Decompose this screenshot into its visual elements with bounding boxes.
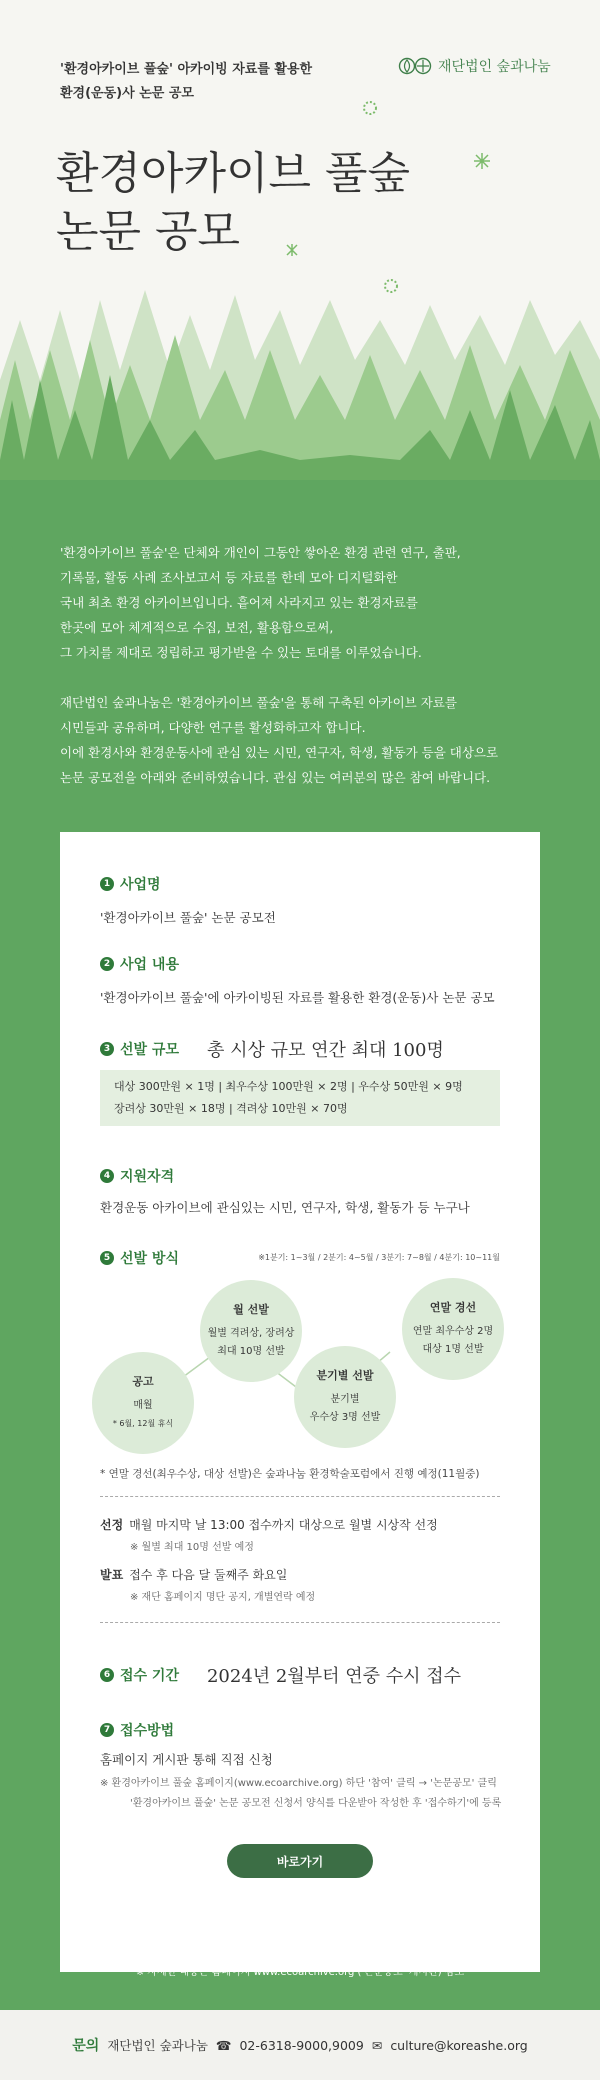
selection-sub: ※ 월별 최대 10명 선발 예정 <box>130 1542 254 1553</box>
prize-line-2: 장려상 30만원 × 18명 | 격려상 10만원 × 70명 <box>114 1102 348 1115</box>
intro-line: 시민들과 공유하며, 다양한 연구를 활성화하고자 합니다. <box>60 720 366 735</box>
section-6-heading <box>100 1662 461 1688</box>
contact-bar <box>0 2010 600 2080</box>
leaf-logo-icon <box>398 57 432 75</box>
section-1-heading <box>100 874 161 894</box>
footer-note: ※ 자세한 내용은 홈페이지 www.ecoarchive.org ('논문공모' 게시판) 참조 <box>135 1967 465 1978</box>
contact-org: 재단법인 숲과나눔 <box>107 2038 208 2053</box>
flow-step-line: 매월 <box>133 1400 153 1411</box>
flow-step-line: 분기별 <box>330 1394 360 1405</box>
section-title: 접수 기간 <box>120 1668 179 1684</box>
section-number: 2 <box>100 957 114 971</box>
section-7-sub2: '환경아카이브 풀숲' 논문 공모전 신청서 양식를 다운받아 작성한 후 '접수하기'에 등록 <box>130 1798 502 1809</box>
section-5-heading <box>100 1248 179 1268</box>
mail-icon: ✉ <box>371 2037 383 2053</box>
period-headline: 2024년 2월부터 연중 수시 접수 <box>206 1666 462 1687</box>
flow-step-announce <box>92 1352 194 1454</box>
intro-text <box>60 540 550 815</box>
contact-label: 문의 <box>72 2038 100 2054</box>
section-number: 4 <box>100 1169 114 1183</box>
intro-line: 기록물, 활동 사례 조사보고서 등 자료를 한데 모아 디지털화한 <box>60 570 398 585</box>
section-2-heading <box>100 954 179 974</box>
year-end-note: * 연말 경선(최우수상, 대상 선발)은 숲과나눔 환경학술포럼에서 진행 예정(11월중) <box>100 1468 480 1480</box>
intro-paragraph-1 <box>60 540 550 665</box>
intro-line: 국내 최초 환경 아카이브입니다. 흩어져 사라지고 있는 환경자료를 <box>60 595 418 610</box>
intro-line: 논문 공모전을 아래와 준비하였습니다. 관심 있는 여러분의 많은 참여 바랍니다. <box>60 770 491 785</box>
flow-step-title: 월 선발 <box>233 1303 269 1316</box>
section-number: 1 <box>100 877 114 891</box>
info-card <box>60 832 540 1972</box>
page-title-line2: 논문 공모 <box>56 206 241 257</box>
prize-box <box>100 1070 500 1126</box>
flow-step-monthly <box>200 1280 302 1382</box>
flow-step-title: 연말 경선 <box>429 1301 477 1314</box>
prize-headline: 총 시상 규모 연간 최대 100명 <box>206 1040 444 1061</box>
footer-note: ※ 사업 일정과 내용은 상황에 따라 일부 변동될 수 있습니다. <box>168 1942 432 1953</box>
intro-line: 그 가치를 제대로 정립하고 평가받을 수 있는 토대를 이루었습니다. <box>60 645 422 660</box>
section-1-text: '환경아카이브 풀숲' 논문 공모전 <box>100 910 276 925</box>
row-label: 선정 <box>100 1518 124 1532</box>
row-label: 발표 <box>100 1568 124 1582</box>
prize-line-1: 대상 300만원 × 1명 | 최우수상 100만원 × 2명 | 우수상 50만원 × 9명 <box>114 1080 463 1093</box>
section-title: 사업명 <box>120 877 161 893</box>
foundation-logo <box>398 56 551 76</box>
section-title: 선발 규모 <box>120 1042 179 1058</box>
flow-step-title: 공고 <box>132 1375 154 1388</box>
flow-step-quarterly <box>294 1346 396 1448</box>
flow-step-line: 월별 격려상, 장려상 <box>207 1328 295 1339</box>
divider <box>100 1496 500 1497</box>
section-4-heading <box>100 1166 174 1186</box>
go-button[interactable]: 바로가기 <box>227 1844 373 1878</box>
page-title <box>56 145 410 261</box>
announce-sub: ※ 재단 홈페이지 명단 공지, 개별연락 예정 <box>130 1592 316 1603</box>
flow-step-line: 대상 1명 선발 <box>422 1344 484 1355</box>
intro-line: 재단법인 숲과나눔은 '환경아카이브 풀숲'을 통해 구축된 아카이브 자료를 <box>60 695 457 710</box>
flow-step-line: 연말 최우수상 2명 <box>412 1326 494 1337</box>
hero-subtitle-line1: '환경아카이브 풀숲' 아카이빙 자료를 활용한 <box>60 62 313 77</box>
page-title-line1: 환경아카이브 풀숲 <box>56 148 411 199</box>
row-text: 접수 후 다음 달 둘째주 화요일 <box>129 1568 288 1582</box>
intro-line: 한곳에 모아 체계적으로 수집, 보전, 활용함으로써, <box>60 620 334 635</box>
section-number: 3 <box>100 1042 114 1056</box>
flow-step-line: * 6월, 12월 휴식 <box>112 1419 174 1428</box>
hero-subtitle-line2: 환경(운동)사 논문 공모 <box>60 86 194 101</box>
section-title: 지원자격 <box>120 1169 175 1185</box>
logo-text: 재단법인 숲과나눔 <box>438 59 551 75</box>
section-title: 사업 내용 <box>120 957 179 973</box>
sparkle-icon <box>285 243 299 257</box>
section-2-text: '환경아카이브 풀숲'에 아카이빙된 자료를 활용한 환경(운동)사 논문 공모 <box>100 990 495 1005</box>
flow-step-line: 우수상 3명 선발 <box>309 1412 381 1423</box>
phone-icon: ☎ <box>215 2037 232 2053</box>
section-title: 접수방법 <box>120 1723 175 1739</box>
section-number: 5 <box>100 1251 114 1265</box>
announce-row <box>100 1566 287 1583</box>
flow-step-line: 최대 10명 선발 <box>217 1346 285 1357</box>
section-7-heading <box>100 1720 174 1740</box>
section-3-heading <box>100 1036 444 1062</box>
intro-line: 이에 환경사와 환경운동사에 관심 있는 시민, 연구자, 학생, 활동가 등을 대상으로 <box>60 745 499 760</box>
section-number: 7 <box>100 1723 114 1737</box>
contact-phone[interactable]: 02-6318-9000,9009 <box>239 2037 364 2053</box>
section-7-text: 홈페이지 게시판 통해 직접 신청 <box>100 1752 273 1767</box>
section-4-text: 환경운동 아카이브에 관심있는 시민, 연구자, 학생, 활동가 등 누구나 <box>100 1200 470 1215</box>
hero-section <box>0 0 600 500</box>
sparkle-icon <box>362 100 378 116</box>
hero-subtitle <box>60 58 360 106</box>
divider <box>100 1622 500 1623</box>
flow-step-title: 분기별 선발 <box>316 1369 374 1382</box>
forest-illustration <box>0 280 600 510</box>
sparkle-icon <box>473 152 491 170</box>
section-7-sub1: ※ 환경아카이브 풀숲 홈페이지(www.ecoarchive.org) 하단 '참여' 클릭 → '논문공모' 클릭 <box>100 1778 497 1789</box>
intro-line: '환경아카이브 풀숲'은 단체와 개인이 그동안 쌓아온 환경 관련 연구, 출판, <box>60 545 461 560</box>
flow-step-final <box>402 1278 504 1380</box>
section-number: 6 <box>100 1668 114 1682</box>
footer-notes <box>0 1935 600 1985</box>
intro-paragraph-2 <box>60 690 550 790</box>
row-text: 매월 마지막 날 13:00 접수까지 대상으로 월별 시상작 선정 <box>129 1518 438 1532</box>
quarter-schedule: ※1분기: 1~3월 / 2분기: 4~5월 / 3분기: 7~8월 / 4분기: 10~11월 <box>258 1253 500 1262</box>
section-title: 선발 방식 <box>120 1251 179 1267</box>
selection-row <box>100 1516 438 1533</box>
contact-email[interactable]: culture@koreashe.org <box>390 2037 528 2053</box>
